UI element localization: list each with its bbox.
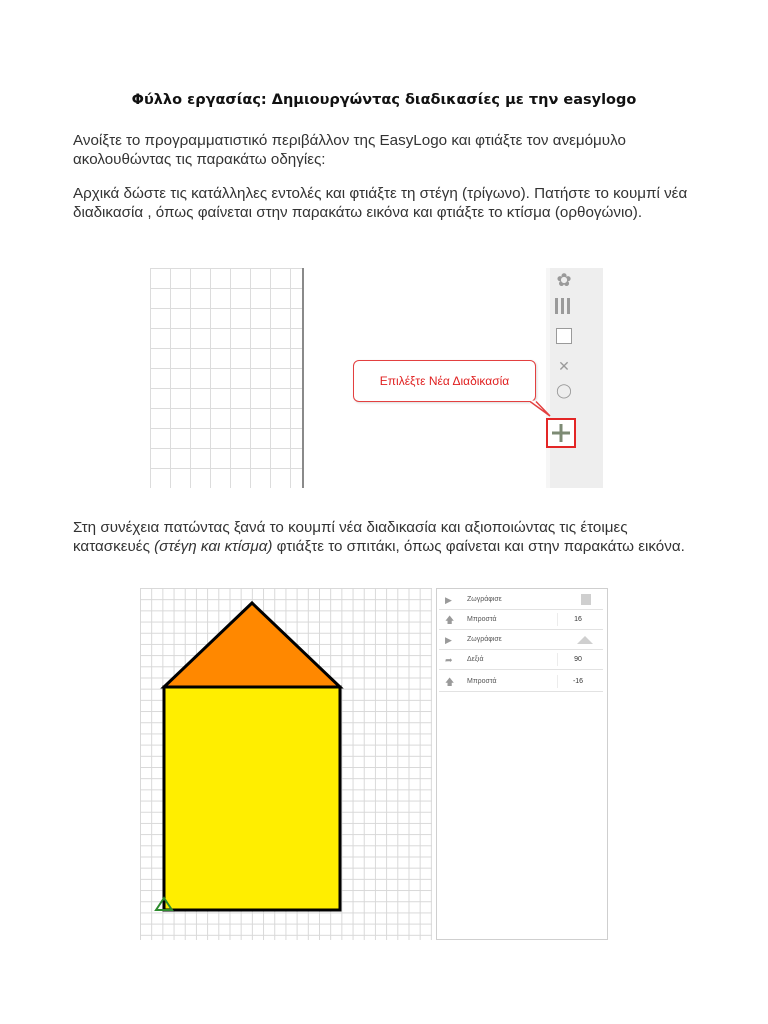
play-icon: ▶: [445, 635, 452, 645]
arrow-up-icon: 🡅: [445, 615, 455, 625]
block-forward[interactable]: 🡅 Μπροστά 16: [439, 611, 603, 630]
panel-divider: [302, 268, 304, 488]
square-shape-icon: [581, 594, 591, 605]
arrow-right-icon: ➦: [445, 655, 453, 665]
value-field[interactable]: 16: [557, 613, 598, 626]
screenshot-house: [140, 588, 610, 940]
value-field[interactable]: -16: [557, 675, 598, 688]
value-field[interactable]: 90: [557, 653, 598, 666]
step2-emphasis: (στέγη και κτίσμα): [154, 537, 273, 555]
house-drawing: [140, 588, 432, 940]
callout-pointer: [530, 400, 554, 420]
step1-paragraph: Αρχικά δώστε τις κατάλληλες εντολές και φτιάξτε τη στέγη (τρίγωνο). Πατήστε το κουμπί νέα διαδικασία , όπως φαίνεται στην παρακάτω εικόνα και φτιάξτε το κτίσμα (ορθογώνιο).: [73, 185, 688, 221]
screenshot-new-procedure: [150, 268, 603, 488]
square-icon[interactable]: [556, 328, 572, 344]
new-procedure-button[interactable]: [546, 418, 576, 448]
block-draw-square[interactable]: ▶ Ζωγράφισε: [439, 591, 603, 610]
toolbar: [546, 268, 603, 488]
triangle-shape-icon: [577, 635, 593, 645]
drawing-grid: [150, 268, 303, 488]
page-title: Φύλλο εργασίας: Δημιουργώντας διαδικασίες με την easylogo: [131, 92, 637, 108]
arrow-up-icon: 🡅: [445, 677, 455, 687]
bars-icon[interactable]: [555, 298, 571, 314]
block-forward[interactable]: 🡅 Μπροστά -16: [439, 673, 603, 692]
procedure-blocks-panel: [436, 588, 608, 940]
intro-paragraph: Ανοίξτε το προγραμματιστικό περιβάλλον της EasyLogo και φτιάξτε τον ανεμόμυλο ακολουθώντας τις παρακάτω οδηγίες:: [73, 132, 626, 168]
x-icon[interactable]: ✕: [558, 358, 570, 374]
play-icon: ▶: [445, 595, 452, 605]
roof-triangle: [164, 603, 340, 687]
plus-icon: [548, 420, 574, 446]
callout-tooltip: Επιλέξτε Νέα Διαδικασία: [353, 360, 536, 402]
block-draw-triangle[interactable]: ▶ Ζωγράφισε: [439, 631, 603, 650]
flower-icon[interactable]: ✿: [556, 270, 572, 290]
circle-icon[interactable]: ◯: [556, 382, 572, 398]
step2-paragraph: Στη συνέχεια πατώντας ξανά το κουμπί νέα διαδικασία και αξιοποιώντας τις έτοιμες κατασκευές (στέγη και κτίσμα) φτιάξτε το σπιτάκι, όπως φαίνεται και στην παρακάτω εικόνα.: [73, 519, 685, 555]
walls-rectangle: [164, 687, 340, 910]
block-right[interactable]: ➦ Δεξιά 90: [439, 651, 603, 670]
